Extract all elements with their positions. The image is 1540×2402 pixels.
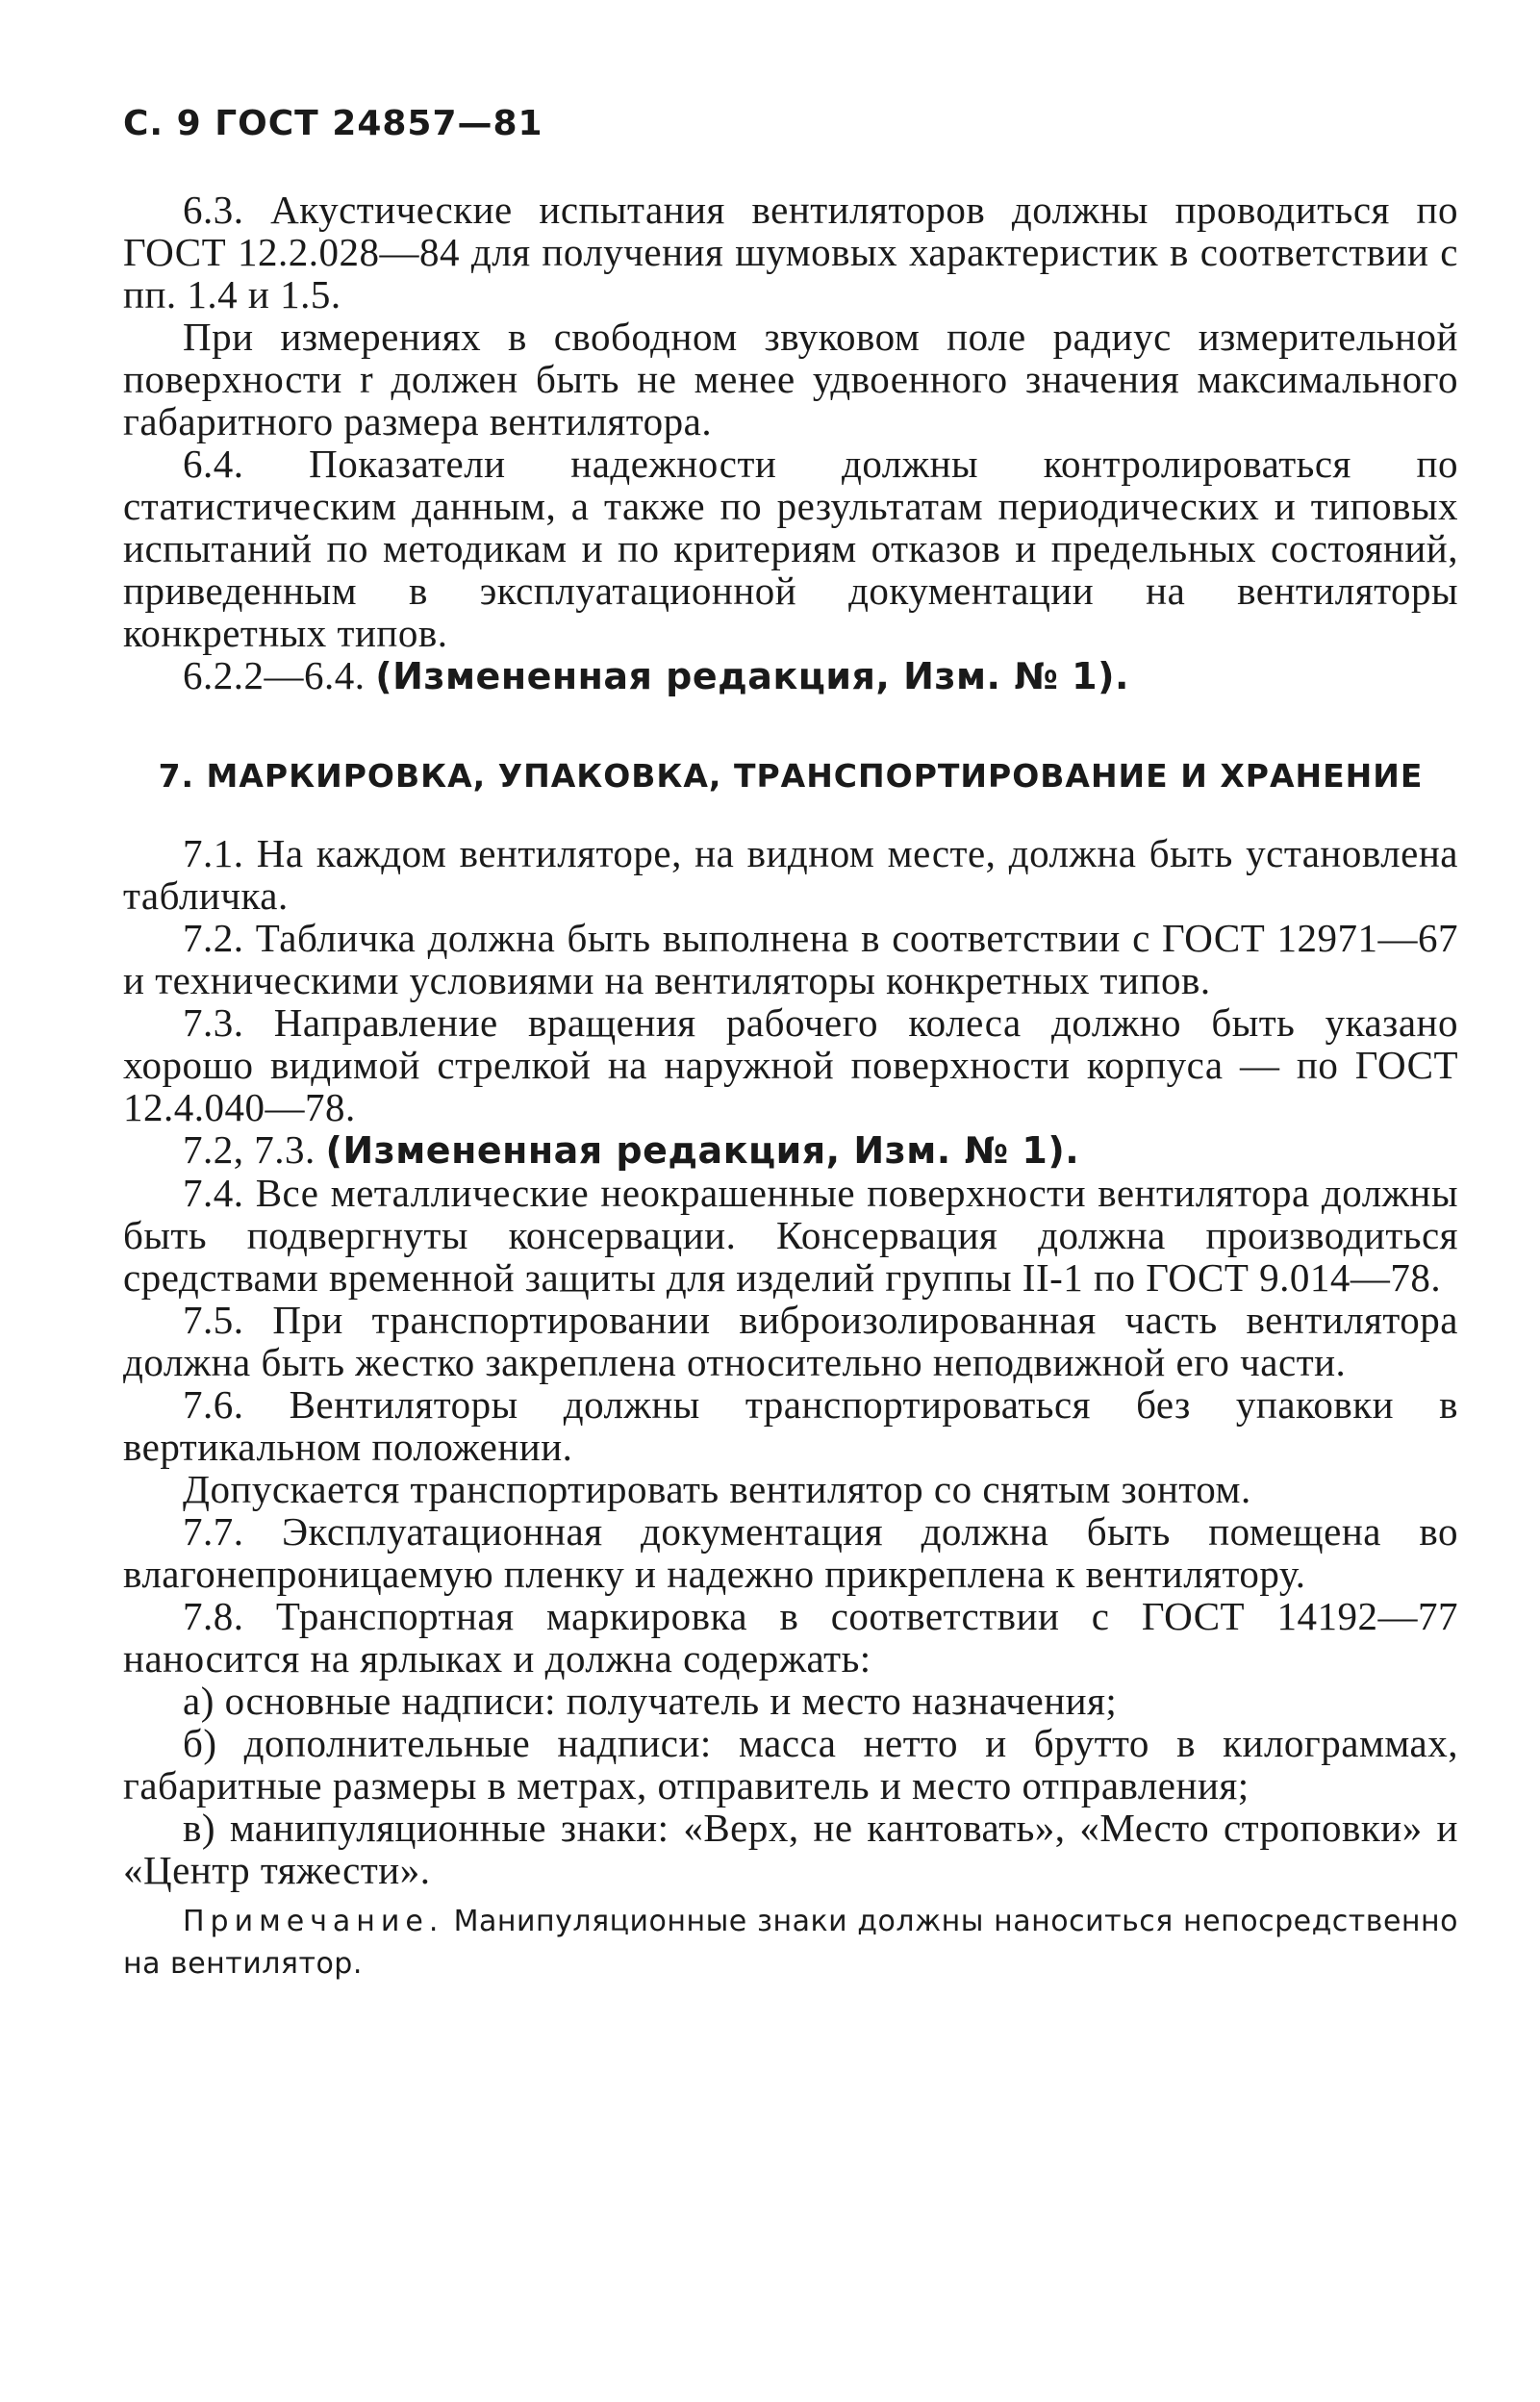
paragraph-7-4: 7.4. Все металлические неокрашенные поверхности вентилятора должны быть подвергнуты консервации. Консервация должна производиться средствами временной защиты для изделий группы II-1 по ГОСТ 9.014—78. [123,1171,1458,1300]
paragraph-7-3: 7.3. Направление вращения рабочего колеса должно быть указано хорошо видимой стрелкой на наружной поверхности корпуса — по ГОСТ 12.4.040—78. [123,1000,1458,1129]
list-item-c: в) манипуляционные знаки: «Верх, не кантовать», «Место строповки» и «Центр тяжести». [123,1806,1458,1892]
page-header: С. 9 ГОСТ 24857—81 [123,104,543,143]
amendment-text: (Измененная редакция, Изм. № 1). [375,655,1129,697]
note-text: Манипуляционные знаки должны наноситься непосредственно на вентилятор. [123,1905,1459,1981]
amendment-ref: 6.2.2—6.4. [183,653,366,697]
paragraph-6-4: 6.4. Показатели надежности должны контролироваться по статистическим данным, а также по результатам периодических и типовых испытаний по методикам и по критериям отказов и предельных состояний, приведенным в эксплуатационной документации на вентиляторы конкретных типов. [123,442,1458,655]
paragraph-7-6-allowance: Допускается транспортировать вентилятор со снятым зонтом. [183,1467,1251,1511]
paragraph-7-5: 7.5. При транспортировании виброизолированная часть вентилятора должна быть жестко закреплена относительно неподвижной его части. [123,1298,1458,1384]
amendment-ref: 7.2, 7.3. [183,1127,316,1172]
paragraph-7-8: 7.8. Транспортная маркировка в соответствии с ГОСТ 14192—77 наносится на ярлыках и должна содержать: [123,1594,1458,1681]
document-body [123,189,1458,2014]
note-label: Примечание. [183,1905,444,1938]
amendment-note-6 [123,654,1458,697]
list-item-a: а) основные надписи: получатель и место назначения; [183,1679,1118,1723]
paragraph-7-2: 7.2. Табличка должна быть выполнена в соответствии с ГОСТ 12971—67 и техническими условиями на вентиляторы конкретных типов. [123,916,1458,1002]
amendment-text: (Измененная редакция, Изм. № 1). [325,1129,1080,1172]
section-7-title: 7. МАРКИРОВКА, УПАКОВКА, ТРАНСПОРТИРОВАНИЕ И ХРАНЕНИЕ [158,757,1424,795]
paragraph-7-6: 7.6. Вентиляторы должны транспортироваться без упаковки в вертикальном положении. [123,1382,1458,1469]
amendment-note-7 [123,1128,1458,1172]
list-item-b: б) дополнительные надписи: масса нетто и брутто в килограммах, габаритные размеры в метрах, отправитель и место отправления; [123,1721,1458,1808]
note [123,1901,1458,1985]
paragraph-6-3-measurement: При измерениях в свободном звуковом поле радиус измерительной поверхности r должен быть не менее удвоенного значения максимального габаритного размера вентилятора. [123,315,1458,443]
paragraph-6-3: 6.3. Акустические испытания вентиляторов должны проводиться по ГОСТ 12.2.028—84 для получения шумовых характеристик в соответствии с пп. 1.4 и 1.5. [123,188,1458,316]
paragraph-7-1: 7.1. На каждом вентиляторе, на видном месте, должна быть установлена табличка. [123,831,1458,918]
paragraph-7-7: 7.7. Эксплуатационная документация должна быть помещена во влагонепроницаемую пленку и надежно прикреплена к вентилятору. [123,1509,1458,1596]
